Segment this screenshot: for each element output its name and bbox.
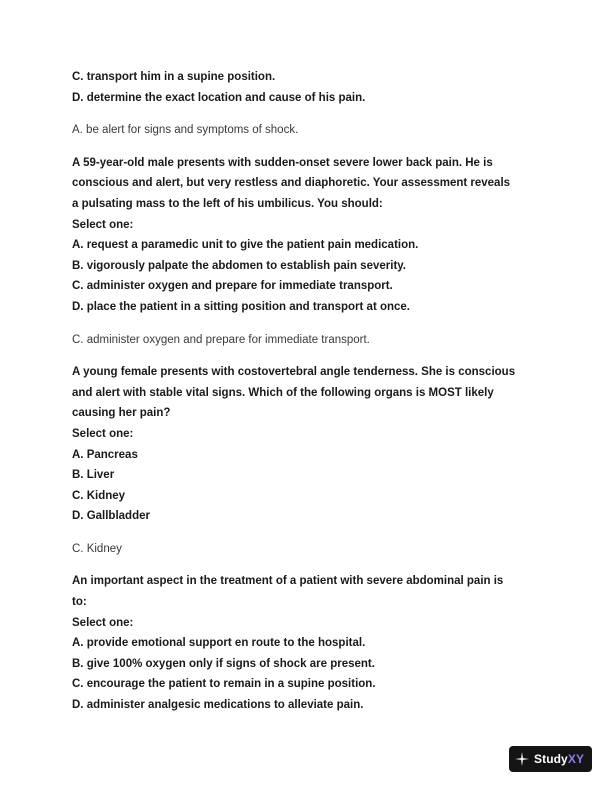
question-line: B. vigorously palpate the abdomen to establish pain severity. — [72, 259, 407, 272]
question-line: A. request a paramedic unit to give the patient pain medication. — [72, 239, 419, 252]
question-line: A. Pancreas — [72, 448, 138, 461]
question-line: A 59-year-old male presents with sudden-onset severe lower back pain. He is — [72, 156, 493, 169]
question-line: a pulsating mass to the left of his umbilicus. You should: — [72, 197, 383, 210]
question-line: conscious and alert, but very restless and diaphoretic. Your assessment reveals — [72, 177, 511, 190]
question-line: C. administer oxygen and prepare for immediate transport. — [72, 280, 393, 293]
document-page — [72, 67, 542, 716]
question-block — [72, 571, 542, 715]
answer-text: A. be alert for signs and symptoms of shock. — [72, 124, 299, 137]
question-line: A young female presents with costovertebral angle tenderness. She is conscious — [72, 366, 516, 379]
question-line: A. provide emotional support en route to the hospital. — [72, 637, 366, 650]
question-line: B. Liver — [72, 469, 115, 482]
question-line: D. administer analgesic medications to alleviate pain. — [72, 699, 364, 712]
answer-text: C. Kidney — [72, 542, 122, 555]
question-line: and alert with stable vital signs. Which of the following organs is MOST likely — [72, 386, 494, 399]
studyxy-badge[interactable] — [509, 746, 592, 772]
question-line: D. Gallbladder — [72, 510, 150, 523]
brand-suffix: XY — [567, 752, 585, 766]
question-line: Select one: — [72, 616, 134, 629]
question-line: An important aspect in the treatment of a patient with severe abdominal pain is — [72, 575, 504, 588]
studyxy-logo-text — [534, 752, 584, 766]
question-block — [72, 67, 542, 108]
answer-text: C. administer oxygen and prepare for immediate transport. — [72, 333, 370, 346]
question-line: causing her pain? — [72, 407, 171, 420]
question-line: Select one: — [72, 218, 134, 231]
question-line: C. encourage the patient to remain in a supine position. — [72, 678, 376, 691]
question-line: B. give 100% oxygen only if signs of shock are present. — [72, 657, 375, 670]
question-line: to: — [72, 596, 87, 609]
question-line: Select one: — [72, 427, 134, 440]
question-line: C. transport him in a supine position. — [72, 71, 276, 83]
question-block — [72, 153, 542, 318]
question-line: D. place the patient in a sitting position and transport at once. — [72, 300, 411, 313]
brand-prefix: Study — [534, 752, 568, 766]
question-block — [72, 362, 542, 527]
question-line: D. determine the exact location and cause of his pain. — [72, 91, 366, 104]
question-line: C. Kidney — [72, 489, 126, 502]
sparkle-icon — [515, 752, 529, 766]
